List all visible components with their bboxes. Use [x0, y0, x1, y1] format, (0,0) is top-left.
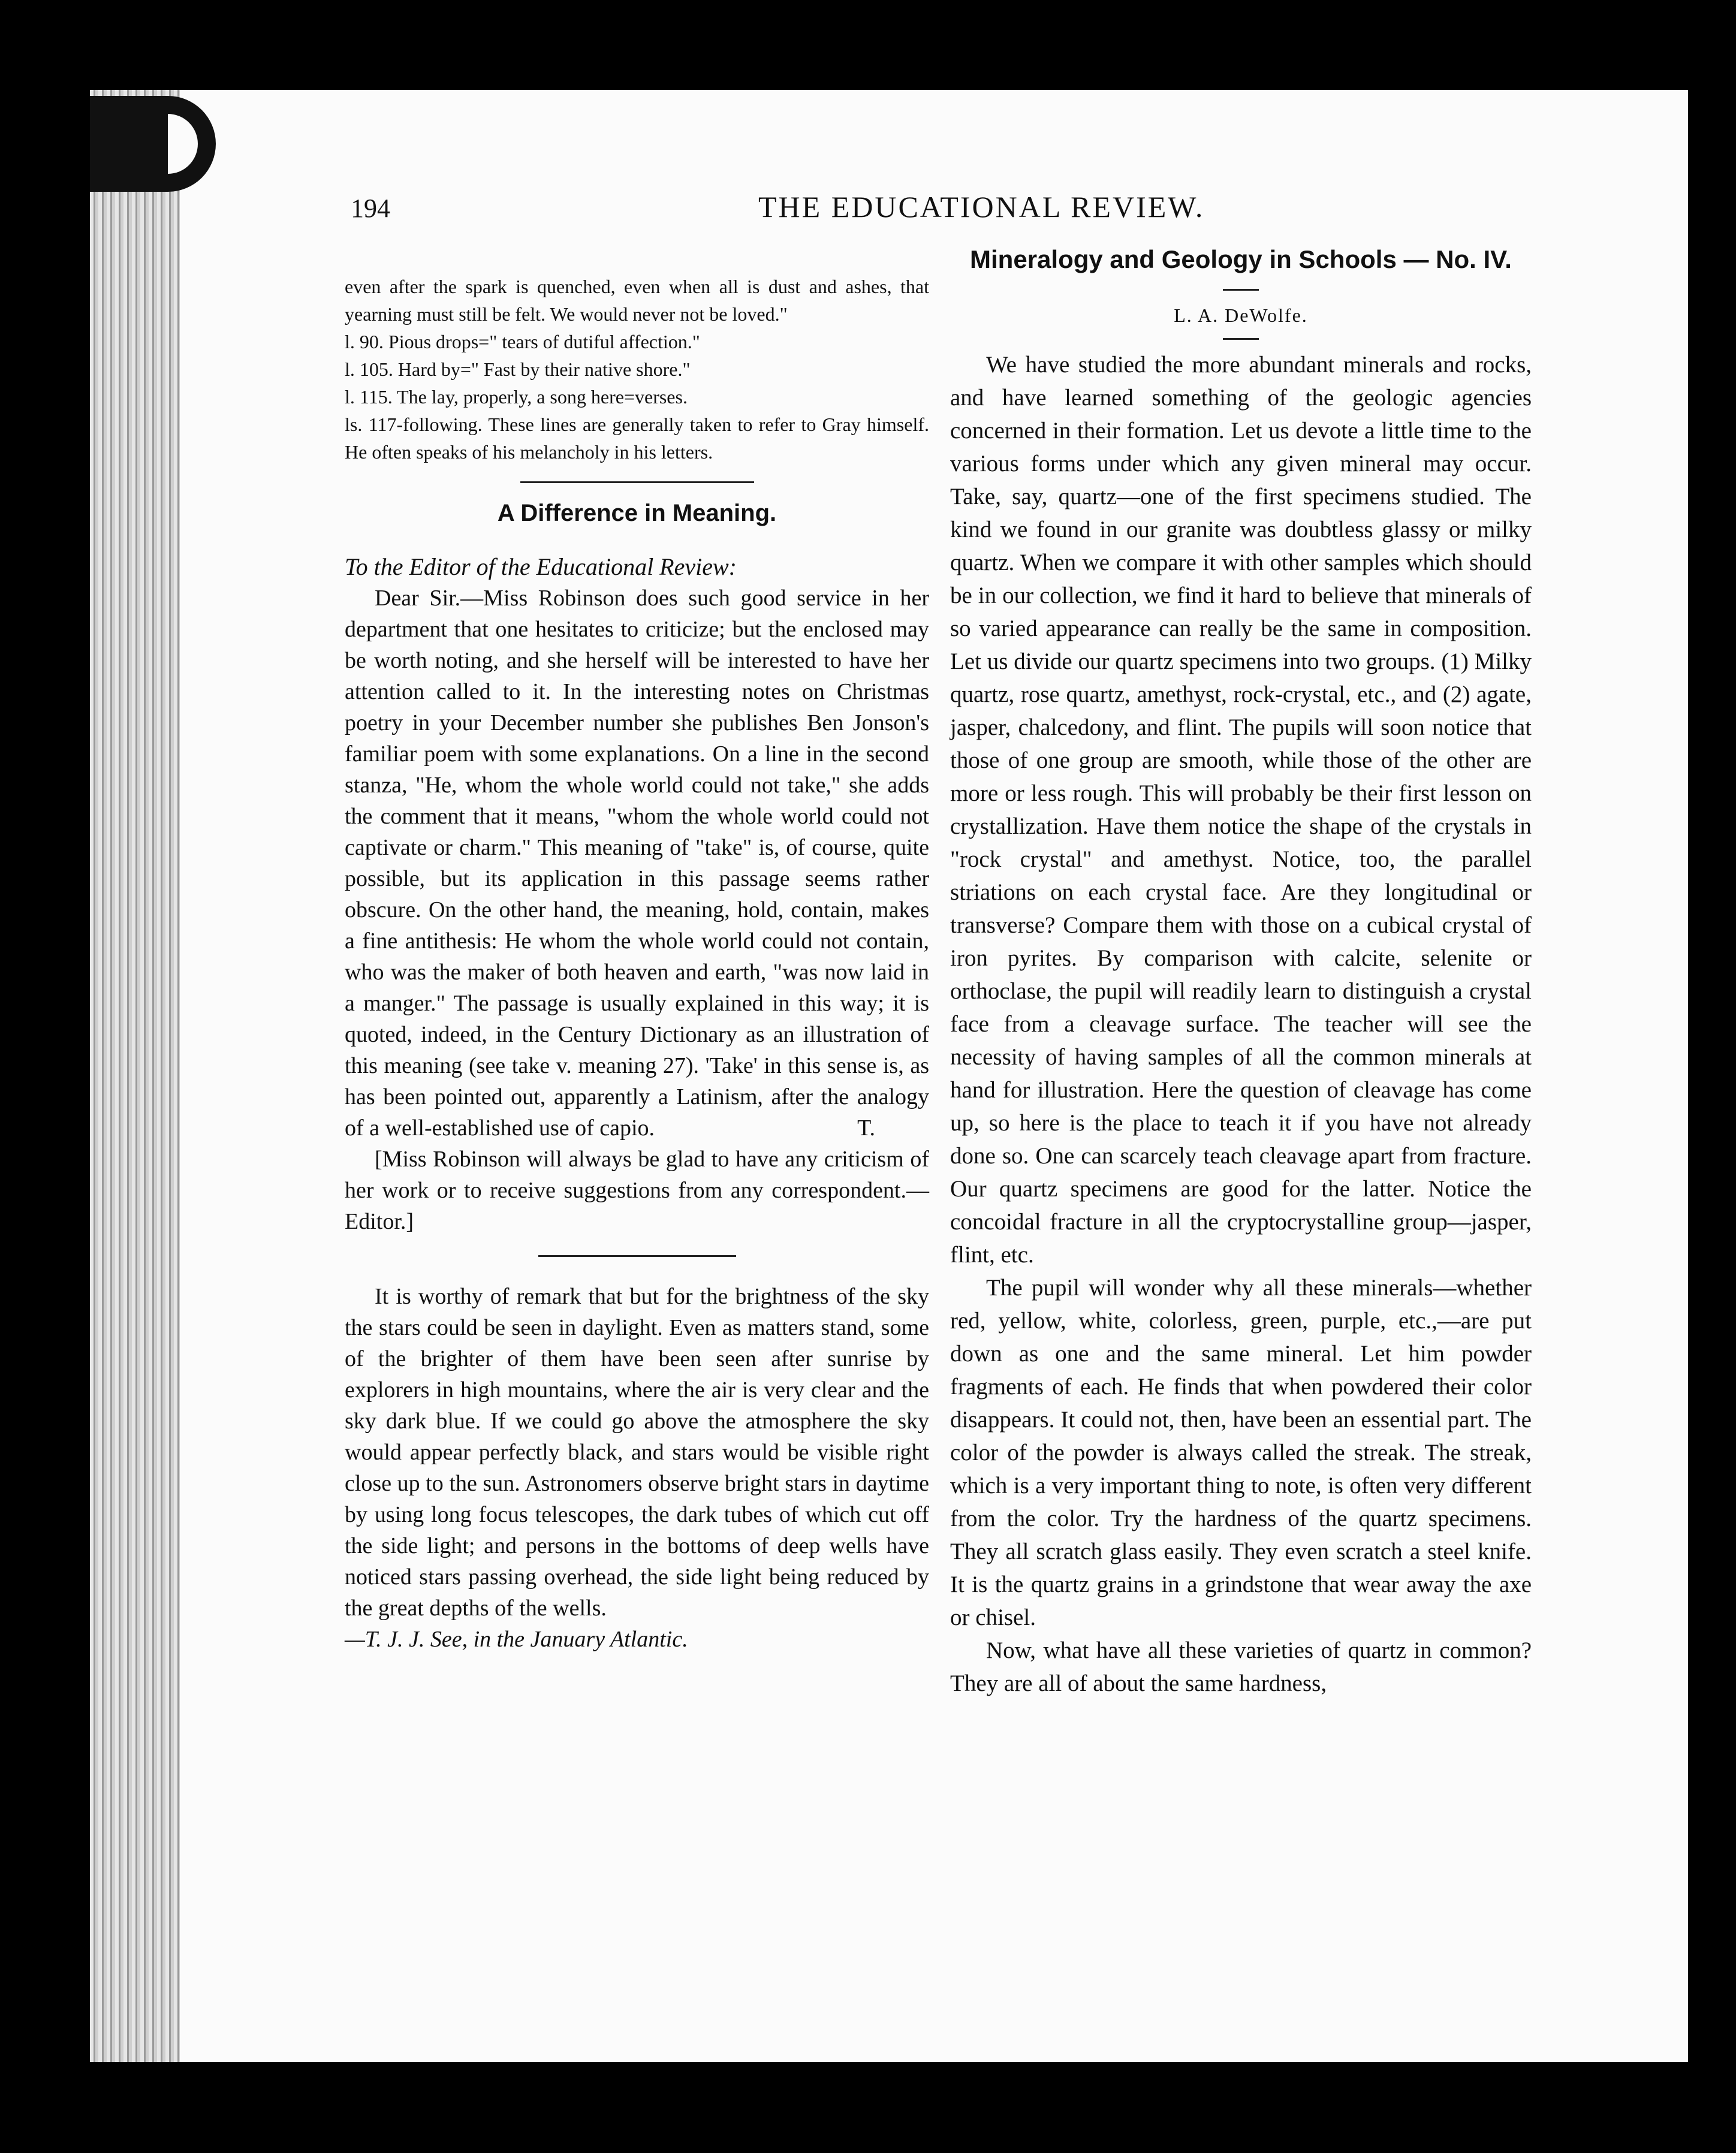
body-paragraph: The pupil will wonder why all these minerals—whether red, yellow, white, colorless, green, purple, etc.,—are put down as one and the same mineral. Let him powder fragments of each. He finds that when powdered their color disappears. It could not, then, have been an essential part. The color of the powder is always called the streak. The streak, which is a very important thing to note, is often very different from the color. Try the hardness of the quartz specimens. They all scratch glass easily. They even scratch a steel knife. It is the quartz grains in a grindstone that wear away the axe or chisel. [950, 1275, 1532, 1630]
book-page-edges [90, 90, 180, 2062]
body-paragraph: We have studied the more abundant minerals and rocks, and have learned something of the geologic agencies concerned in their formation. Let us devote a little time to the various forms under which any given mineral may occur. Take, say, quartz—one of the first specimens studied. The kind we found in our granite was doubtless glassy or milky quartz. When we compare it with other samples which should be in our collection, we find it hard to believe that minerals of so varied appearance can really be the same in composition. Let us divide our quartz specimens into two groups. (1) Milky quartz, rose quartz, amethyst, rock-crystal, etc., and (2) agate, jasper, chalcedony, and flint. The pupils will soon notice that those of one group are smooth, while those of the other are more or less rough. This will probably be their first lesson on crystallization. Have them notice the shape of the crystals in "rock crystal" and amethyst. Notice, too, the parallel striations on each crystal face. Are they longitudinal or transverse? Compare them with those on a cubical crystal of iron pyrites. By comparison with calcite, selenite or orthoclase, the pupil will readily learn to distinguish a crystal face from a cleavage surface. The teacher will see the necessity of having samples of all the common minerals at hand for illustration. Here the question of cleavage has come up, so here is the place to teach it if you have not already done so. One can scarcely teach cleavage apart from fracture. Our quartz specimens are good for the latter. Notice the concoidal fracture in all the cryptocrystalline group—jasper, flint, etc. [950, 352, 1532, 1268]
note-line: ls. 117-following. These lines are generally taken to refer to Gray himself. He often speaks of his melancholy in his letters. [345, 414, 929, 463]
scan-border [1688, 0, 1736, 2153]
letter-salutation: To the Editor of the Educational Review: [345, 553, 737, 580]
editor-note: [Miss Robinson will always be glad to have any criticism of her work or to receive suggestions from any correspondent.—Editor.] [345, 1147, 929, 1234]
continuation-text: even after the spark is quenched, even when all is dust and ashes, that yearning must still be felt. We would never not be loved." [345, 276, 929, 325]
article-title: A Difference in Meaning. [497, 500, 777, 526]
stars-paragraph: It is worthy of remark that but for the brightness of the sky the stars could be seen in daylight. Even as matters stand, some of the brighter of them have been seen after sunrise by explorers in high mountains, where the air is very clear and the sky dark blue. If we could go above the atmosphere the sky would appear perfectly black, and stars would be visible right close up to the sun. Astronomers observe bright stars in daytime by using long focus telescopes, the dark tubes of which cut off the side light; and persons in the bottoms of deep wells have noticed stars passing overhead, the side light being reduced by the great depths of the wells. [345, 1284, 929, 1621]
page-header [351, 190, 1550, 235]
note-line: l. 105. Hard by=" Fast by their native shore." [345, 358, 691, 380]
stars-attribution: —T. J. J. See, in the January Atlantic. [345, 1627, 688, 1652]
body-paragraph: Now, what have all these varieties of quartz in common? They are all of about the same hardness, [950, 1638, 1532, 1696]
section-divider [520, 481, 754, 483]
binder-clip-icon [90, 96, 216, 192]
byline-rule [1223, 338, 1259, 340]
left-column [345, 273, 929, 1655]
note-line: l. 115. The lay, properly, a song here=verses. [345, 386, 688, 408]
letter-signature: T. [857, 1115, 875, 1141]
section-divider [538, 1255, 736, 1257]
title-rule [1223, 289, 1259, 291]
author-byline: L. A. DeWolfe. [1174, 304, 1308, 326]
page-number: 194 [351, 194, 390, 223]
right-column [950, 243, 1532, 1700]
article-title: Mineralogy and Geology in Schools — No. IV. [970, 245, 1512, 273]
note-line: l. 90. Pious drops=" tears of dutiful affection." [345, 331, 700, 352]
letter-body: Dear Sir.—Miss Robinson does such good service in her department that one hesitates to criticize; but the enclosed may be worth noting, and she herself will be interested to have her attention called to it. In the interesting notes on Christmas poetry in your December number she publishes Ben Jonson's familiar poem with some explanations. On a line in the second stanza, "He, whom the whole world could not take," she adds the comment that it means, "whom the whole world could not captivate or charm." This meaning of "take" is, of course, quite possible, but its application in this passage seems rather obscure. On the other hand, the meaning, hold, contain, makes a fine antithesis: He whom the whole world could not contain, who was the maker of both heaven and earth, "was now laid in a manger." The passage is usually explained in this way; it is quoted, indeed, in the Century Dictionary as an illustration of this meaning (see take v. meaning 27). 'Take' in this sense is, as has been pointed out, apparently a Latinism, after the analogy of a well-established use of capio. [345, 586, 929, 1141]
running-title: THE EDUCATIONAL REVIEW. [758, 190, 1205, 224]
